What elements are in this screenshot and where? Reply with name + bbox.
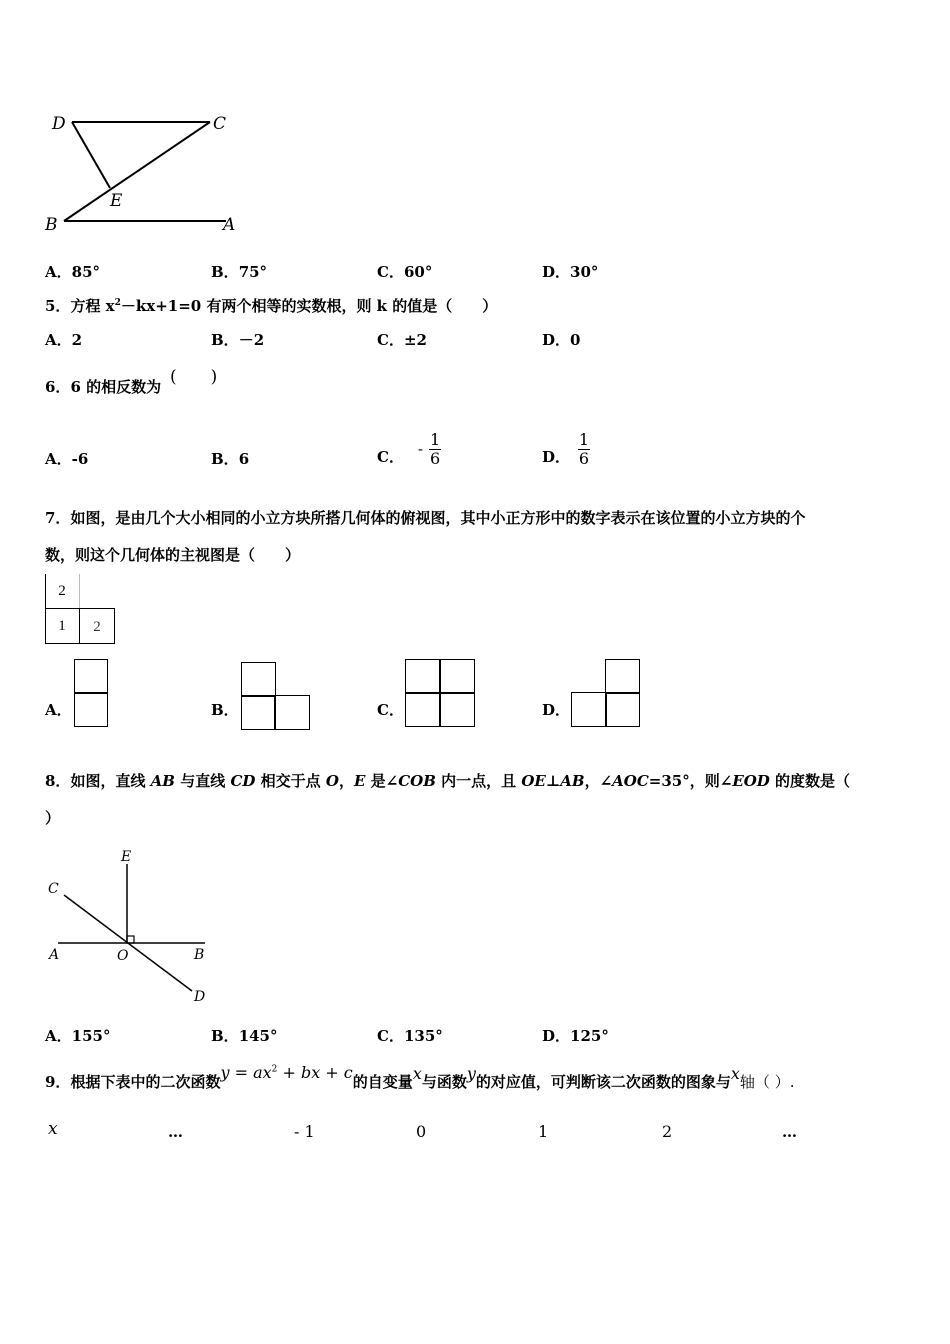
q9-table-cell-1: … [168,1123,183,1141]
q7-stem-line2: 数，则这个几何体的主视图是（ ） [45,546,301,564]
q5-option-a[interactable]: A．2 [45,331,83,349]
q5-option-c[interactable]: C．±2 [377,331,427,349]
q4-option-a[interactable]: A．85° [45,263,101,281]
q6-stem: 6．6 的相反数为 [45,378,162,396]
q9-table-cell-6: … [782,1123,797,1141]
q9-stem: 9．根据下表中的二次函数$y = ax^2$ + bx + c的自变量x与函数y的对应值，可判断该二次函数的图象与x轴（ ）. [45,1063,795,1091]
q4-option-c[interactable]: C．60° [377,263,433,281]
q7-grid-cell-bottom-left: 1 [58,618,66,634]
q6-option-b[interactable]: B．6 [211,450,250,468]
q8-label-B: B [194,947,205,963]
q9-table-cell-2: - 1 [294,1122,315,1141]
q8-stem-line1: 8．如图，直线 AB 与直线 CD 相交于点 O，E 是∠COB 内一点，且 OE⊥AB，∠AOC=35°，则∠EOD 的度数是（ [45,772,851,790]
q7-option-b-figure[interactable] [241,662,311,730]
q4-triangle-figure [40,108,250,238]
q6-option-c[interactable]: C． - $\frac{1}{6}$ [377,429,441,468]
q8-label-O: O [117,948,129,964]
q8-label-A: A [49,947,60,963]
q8-label-D: D [194,989,206,1005]
q8-lines-figure [40,842,220,1012]
q4-label-A: A [223,215,236,235]
q8-option-a[interactable]: A．155° [45,1027,111,1045]
q8-label-C: C [48,881,59,897]
q9-table-cell-5: 2 [662,1122,673,1141]
q8-option-b[interactable]: B．145° [211,1027,278,1045]
q7-option-d-figure[interactable] [571,659,641,727]
q6-paren: ( ) [170,367,218,387]
q5-option-b[interactable]: B．－2 [211,331,265,349]
q7-option-a-figure[interactable] [74,659,108,727]
q9-formula: $y = ax^2$ + bx + c [220,1063,353,1082]
q7-top-view-grid [45,574,117,646]
q6-option-a[interactable]: A．-6 [45,450,89,468]
q4-label-B: B [45,215,58,235]
q9-table-cell-3: 0 [416,1122,427,1141]
q8-option-c[interactable]: C．135° [377,1027,443,1045]
q6-d-fraction: $\frac{1}{6}$ [578,429,590,468]
q7-grid-cell-bottom-right: 2 [93,619,101,635]
q4-option-d[interactable]: D．30° [542,263,599,281]
q4-label-C: C [213,114,227,134]
q7-option-d[interactable]: D． [542,701,571,719]
q7-stem-line1: 7．如图，是由几个大小相同的小立方块所搭几何体的俯视图，其中小正方形中的数字表示在该位置的小立方块的个 [45,509,806,527]
q5-stem: 5．方程 $x^2-kx+1=0$ 有两个相等的实数根，则 k 的值是（ ） [45,297,498,315]
q4-option-b[interactable]: B．75° [211,263,268,281]
q7-option-c[interactable]: C． [377,701,404,719]
q7-option-b[interactable]: B． [211,701,239,719]
q4-label-E: E [110,191,123,211]
q6-option-d[interactable]: D． $\frac{1}{6}$ [542,429,590,468]
q9-table-cell-4: 1 [538,1122,549,1141]
q6-c-fraction: $\frac{1}{6}$ [429,429,441,468]
q8-stem-line2: ） [45,809,61,827]
q8-option-d[interactable]: D．125° [542,1027,609,1045]
q7-option-c-figure[interactable] [405,659,475,727]
q7-option-a[interactable]: A． [45,701,72,719]
q8-label-E: E [121,849,132,865]
q9-table-header-x: x [48,1119,58,1139]
q7-grid-cell-top-left: 2 [58,583,66,599]
q4-label-D: D [52,114,66,134]
q5-option-d[interactable]: D．0 [542,331,581,349]
